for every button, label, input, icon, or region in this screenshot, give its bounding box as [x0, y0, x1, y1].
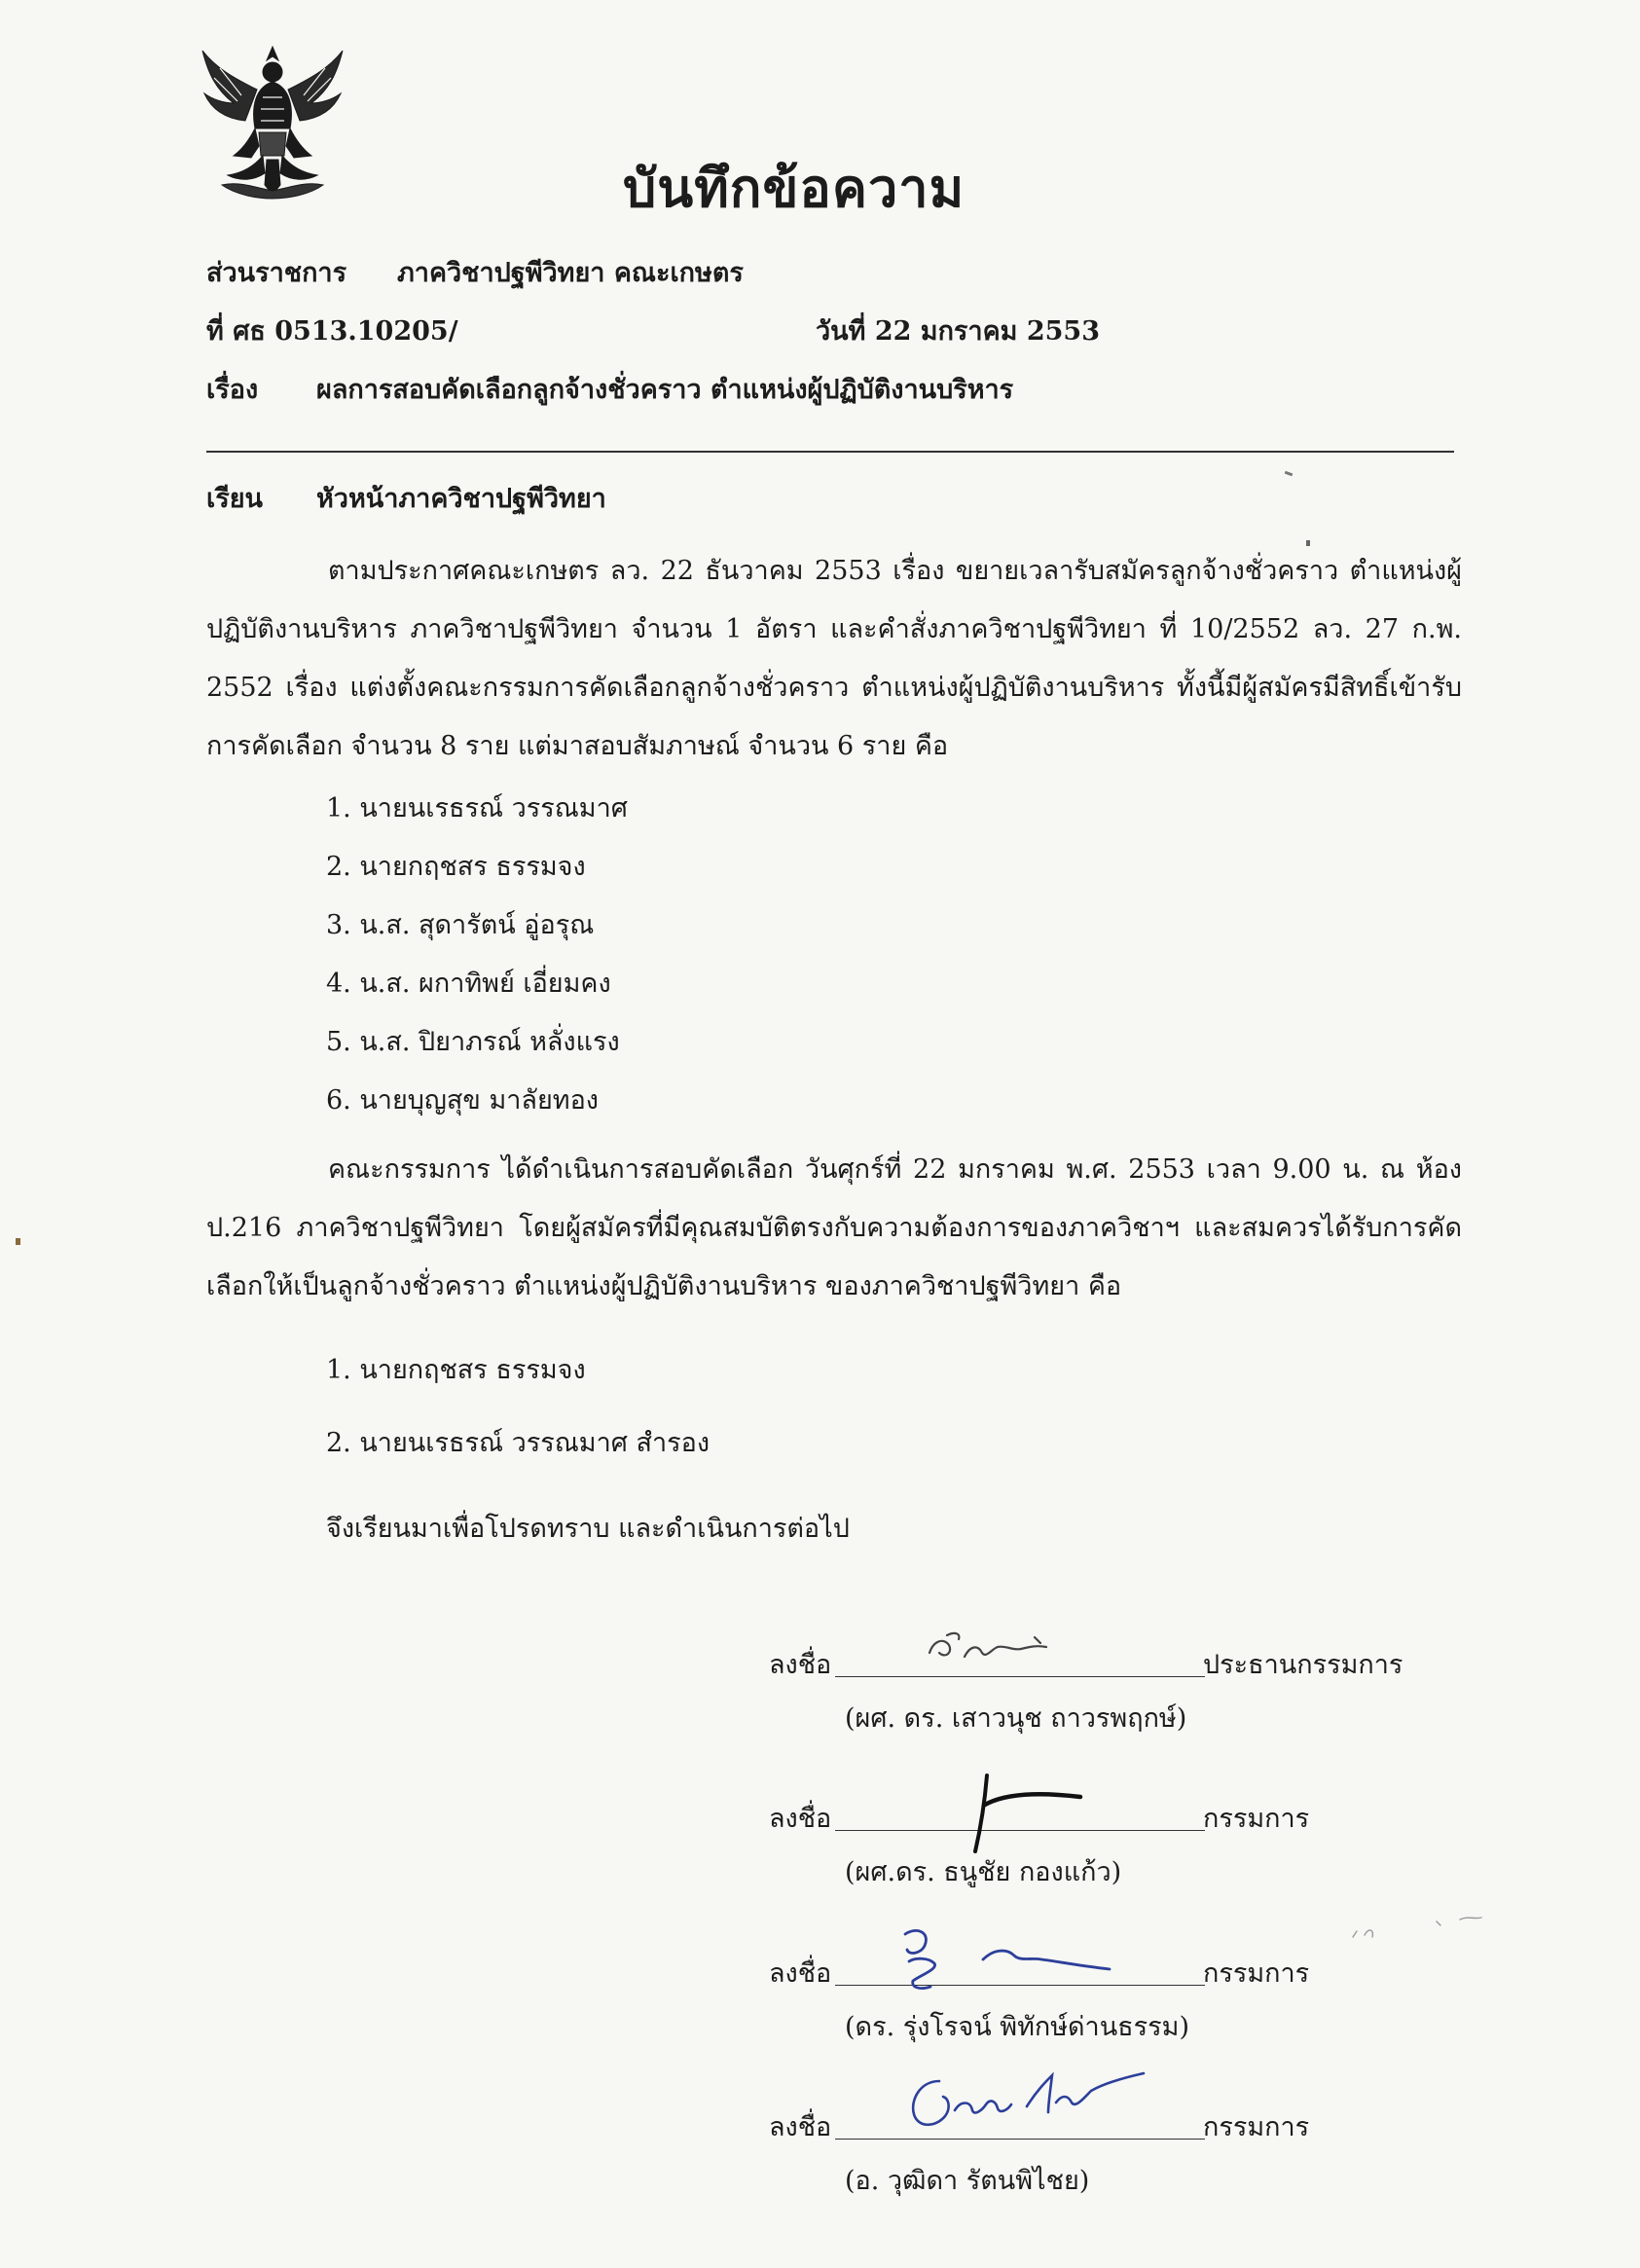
memo-title: บันทึกข้อความ — [623, 157, 966, 219]
scan-speck — [1306, 540, 1310, 546]
scan-speck — [1285, 471, 1294, 477]
candidate-item: 3. น.ส. สุดารัตน์ อู่อรุณ — [326, 910, 595, 940]
memo-date: วันที่ 22 มกราคม 2553 — [816, 316, 1101, 347]
to-label: เรียน — [206, 484, 264, 514]
reference-number: ที่ ศธ 0513.10205/ — [206, 316, 458, 347]
subject-value: ผลการสอบคัดเลือกลูกจ้างชั่วคราว ตำแหน่งผู้ปฏิบัติงานบริหาร — [316, 375, 1014, 405]
body-paragraph-2: คณะกรรมการ ได้ดำเนินการสอบคัดเลือก วันศุกร์ที่ 22 มกราคม พ.ศ. 2553 เวลา 9.00 น. ณ ห้อง ป.216 ภาควิชาปฐพีวิทยา โดยผู้สมัครที่มีคุณสมบัติตรงกับความต้องการของภาควิชาฯ และสมควรได้รับการคัดเลือกให้เป็นลูกจ้างชั่วคราว ตำแหน่งผู้ปฏิบัติงานบริหาร ของภาควิชาปฐพีวิทยา คือ — [206, 1154, 1462, 1301]
handwritten-signature-1 — [920, 1624, 1085, 1677]
header-divider — [206, 451, 1454, 453]
candidate-item: 6. นายบุญสุข มาลัยทอง — [326, 1085, 599, 1116]
handwritten-signature-3 — [886, 1922, 1129, 2000]
signer-name: (ดร. รุ่งโรจน์ พิทักษ์ด่านธรรม) — [845, 2012, 1189, 2042]
agency-label: ส่วนราชการ — [206, 258, 347, 288]
to-value: หัวหน้าภาควิชาปฐพีวิทยา — [316, 484, 606, 514]
signer-role: กรรมการ — [1203, 1804, 1310, 1834]
sign-label: ลงชื่อ — [769, 1958, 832, 1989]
candidate-item: 1. นายนเรธรณ์ วรรณมาศ — [326, 793, 628, 823]
scan-marks — [1343, 1908, 1509, 1947]
agency-value: ภาควิชาปฐพีวิทยา คณะเกษตร — [397, 258, 744, 288]
candidate-item: 5. น.ส. ปิยาภรณ์ หลั่งแรง — [326, 1027, 620, 1057]
scan-speck — [16, 1238, 20, 1245]
signer-name: (ผศ. ดร. เสาวนุช ถาวรพฤกษ์) — [845, 1703, 1187, 1734]
signer-name: (อ. วุฒิดา รัตนพิไชย) — [845, 2166, 1090, 2196]
signer-role: กรรมการ — [1203, 1958, 1310, 1989]
sign-label: ลงชื่อ — [769, 2112, 832, 2142]
signer-role: กรรมการ — [1203, 2112, 1310, 2142]
signer-name: (ผศ.ดร. ธนูชัย กองแก้ว) — [845, 1857, 1122, 1887]
handwritten-signature-4 — [900, 2062, 1163, 2140]
garuda-emblem-icon — [195, 39, 350, 204]
selected-item: 2. นายนเรธรณ์ วรรณมาศ สำรอง — [326, 1428, 711, 1458]
sign-label: ลงชื่อ — [769, 1650, 832, 1680]
body-paragraph-1: ตามประกาศคณะเกษตร ลว. 22 ธันวาคม 2553 เรื่อง ขยายเวลารับสมัครลูกจ้างชั่วคราว ตำแหน่งผู้ปฏิบัติงานบริหาร ภาควิชาปฐพีวิทยา จำนวน 1 อัตรา และคำสั่งภาควิชาปฐพีวิทยา ที่ 10/2552 ลว. 27 ก.พ. 2552 เรื่อง แต่งตั้งคณะกรรมการคัดเลือกลูกจ้างชั่วคราว ตำแหน่งผู้ปฏิบัติงานบริหาร ทั้งนี้มีผู้สมัครมีสิทธิ์เข้ารับการคัดเลือก จำนวน 8 ราย แต่มาสอบสัมภาษณ์ จำนวน 6 ราย คือ — [206, 556, 1462, 761]
candidate-item: 4. น.ส. ผกาทิพย์ เอี่ยมคง — [326, 969, 611, 999]
handwritten-signature-2 — [964, 1770, 1119, 1857]
subject-label: เรื่อง — [206, 375, 259, 405]
signer-role: ประธานกรรมการ — [1203, 1650, 1403, 1680]
closing-text: จึงเรียนมาเพื่อโปรดทราบ และดำเนินการต่อไป — [326, 1514, 850, 1544]
selected-item: 1. นายกฤชสร ธรรมจง — [326, 1355, 586, 1385]
sign-label: ลงชื่อ — [769, 1804, 832, 1834]
candidate-item: 2. นายกฤชสร ธรรมจง — [326, 852, 586, 882]
